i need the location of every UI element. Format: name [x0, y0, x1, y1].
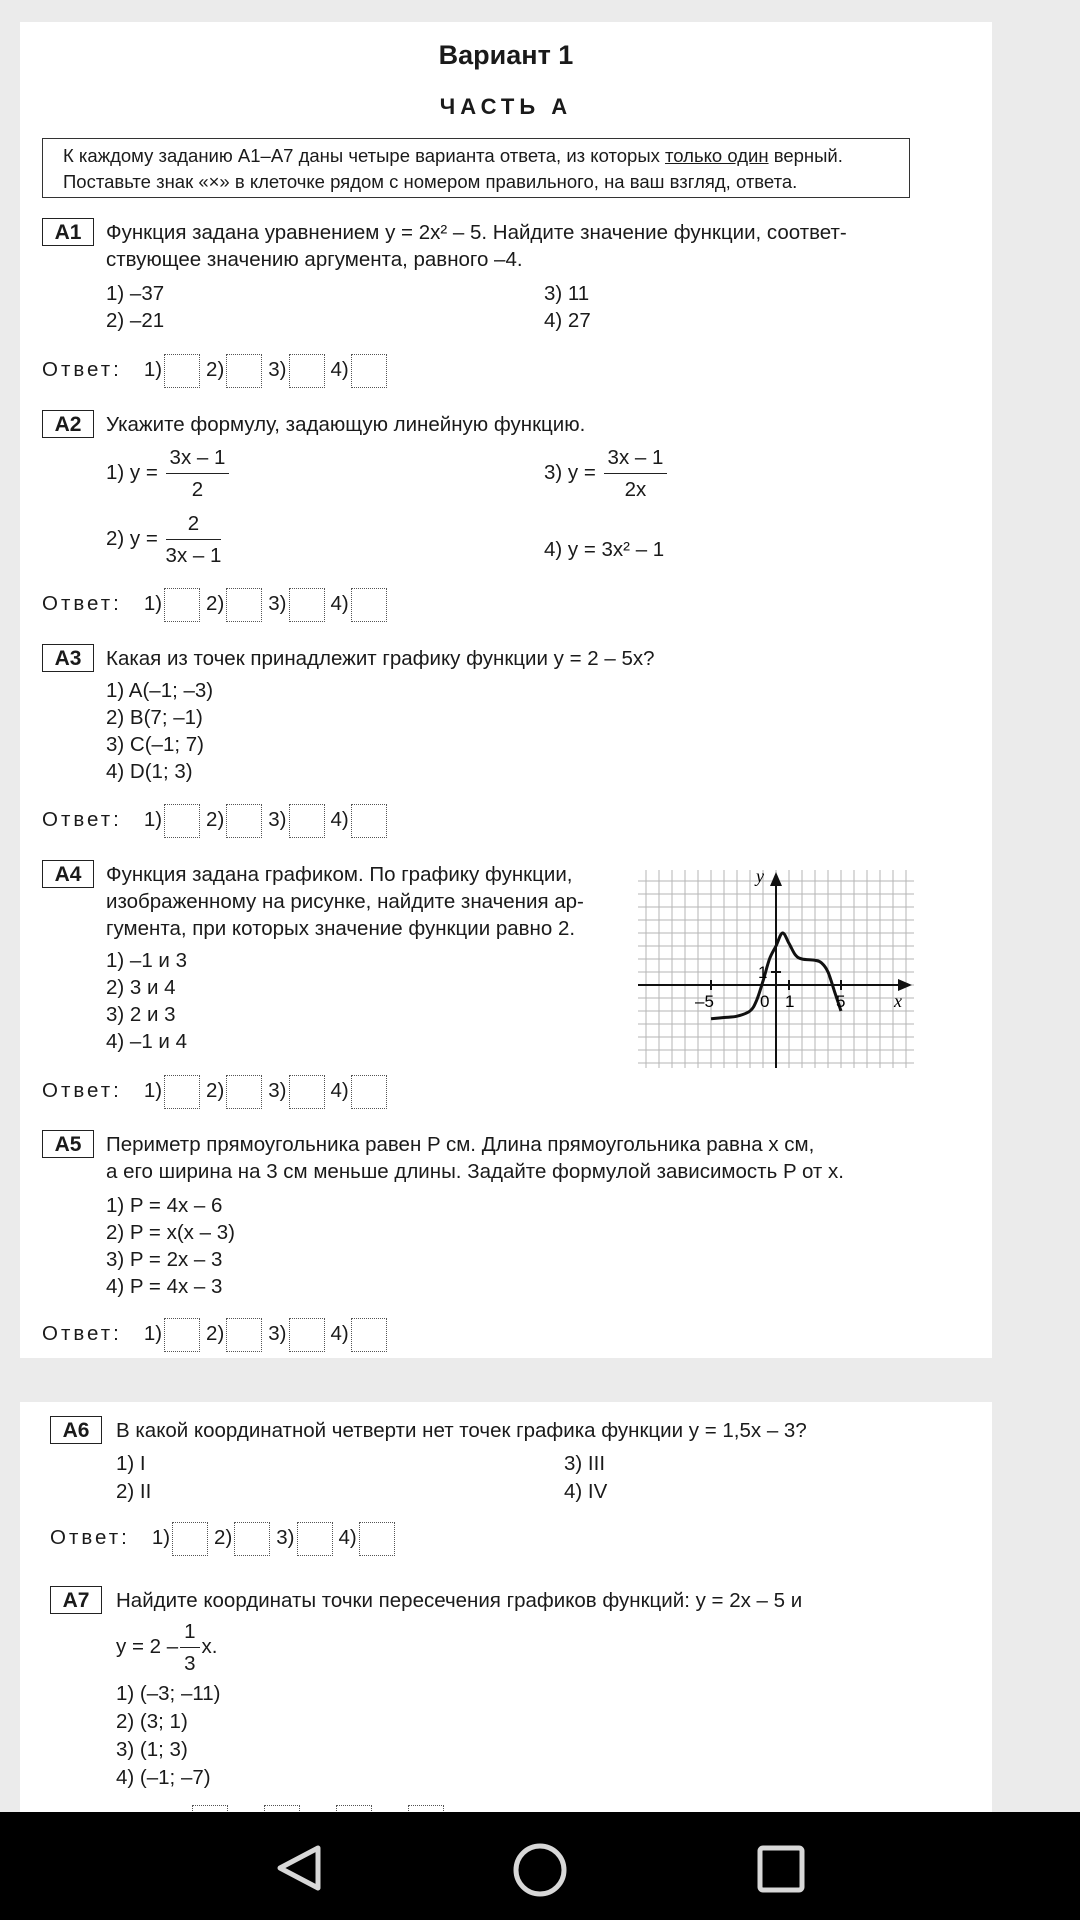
answer-box-3[interactable] [289, 1318, 325, 1352]
answer-box-4[interactable] [351, 1075, 387, 1109]
x-tick-label-neg5: –5 [695, 992, 714, 1011]
task-a1-question: Функция задана уравнением y = 2x² – 5. Найдите значение функции, соответ- ствующее значению аргумента, равного –4. [106, 221, 847, 271]
answer-box-4[interactable] [359, 1522, 395, 1556]
answer-box-2[interactable] [226, 354, 262, 388]
answer-box-4[interactable] [351, 588, 387, 622]
task-a3-option-3: 3) C(–1; 7) [106, 733, 204, 756]
task-a6-answer-row: Ответ: 1) 2) 3) 4) [50, 1522, 401, 1556]
instruction-box: К каждому заданию А1–А7 даны четыре варианта ответа, из которых только один верный. Поставьте знак «×» в клеточке рядом с номером правильного, на ваш взгляд, ответа. [42, 138, 910, 198]
task-a2-option-2: 2) y = $\frac{2}{3x - 1}$ [106, 512, 222, 567]
task-a5-tag: А5 [42, 1130, 94, 1158]
task-a4-question: Функция задана графиком. По графику функции, изображенному на рисунке, найдите значения ар- гумента, при которых значение функции равно 2. [106, 863, 584, 940]
task-a4-option-3: 3) 2 и 3 [106, 1003, 176, 1026]
answer-box-3[interactable] [336, 1805, 372, 1812]
answer-box-4[interactable] [351, 804, 387, 838]
task-a7-tag: А7 [50, 1586, 102, 1614]
x-axis-label: x [894, 991, 902, 1011]
task-a6-option-2: 2) II [116, 1480, 152, 1503]
answer-box-2[interactable] [234, 1522, 270, 1556]
task-a5-question: Периметр прямоугольника равен P см. Длина прямоугольника равна x см, а его ширина на 3 см меньше длины. Задайте формулой зависимость P от x. [106, 1133, 844, 1183]
task-a4-option-4: 4) –1 и 4 [106, 1030, 187, 1053]
worksheet-page-2 [20, 1402, 992, 1812]
task-a5-answer-row: Ответ: 1) 2) 3) 4) [42, 1318, 393, 1352]
task-a1-option-4: 4) 27 [544, 309, 591, 332]
task-a7-option-1: 1) (–3; –11) [116, 1682, 221, 1705]
part-heading: ЧАСТЬ А [439, 94, 573, 119]
back-icon[interactable] [272, 1842, 324, 1894]
task-a7-answer-boxes-partial [192, 1805, 450, 1812]
task-a5-option-4: 4) P = 4x – 3 [106, 1275, 223, 1298]
task-a2-question: Укажите формулу, задающую линейную функцию. [106, 413, 586, 436]
answer-box-3[interactable] [289, 588, 325, 622]
task-a6-option-1: 1) I [116, 1452, 146, 1475]
task-a7-option-3: 3) (1; 3) [116, 1738, 188, 1761]
answer-box-1[interactable] [164, 804, 200, 838]
task-a6-option-3: 3) III [564, 1452, 606, 1475]
recent-apps-icon[interactable] [756, 1844, 806, 1894]
task-a2-answer-row: Ответ: 1) 2) 3) 4) [42, 588, 393, 622]
answer-box-3[interactable] [289, 804, 325, 838]
answer-box-3[interactable] [289, 354, 325, 388]
task-a4-option-1: 1) –1 и 3 [106, 949, 187, 972]
task-a4-tag: А4 [42, 860, 94, 888]
task-a1-tag: А1 [42, 218, 94, 246]
function-graph [638, 870, 914, 1068]
task-a3-question: Какая из точек принадлежит графику функции y = 2 – 5x? [106, 647, 655, 670]
task-a5-option-2: 2) P = x(x – 3) [106, 1221, 235, 1244]
graph-axes [638, 872, 912, 1068]
page-title: Вариант 1 [438, 40, 574, 70]
task-a7-question: Найдите координаты точки пересечения графиков функций: y = 2x – 5 и [116, 1589, 803, 1612]
origin-label: 0 [760, 992, 770, 1011]
task-a4-answer-row: Ответ: 1) 2) 3) 4) [42, 1075, 393, 1109]
task-a6-option-4: 4) IV [564, 1480, 608, 1503]
task-a7-question-formula: y = 2 – $\frac{1}{3}$ x. [116, 1620, 218, 1675]
task-a5-option-3: 3) P = 2x – 3 [106, 1248, 223, 1271]
task-a4-option-2: 2) 3 и 4 [106, 976, 176, 999]
answer-box-2[interactable] [226, 804, 262, 838]
task-a3-tag: А3 [42, 644, 94, 672]
answer-box-1[interactable] [164, 354, 200, 388]
task-a5-option-1: 1) P = 4x – 6 [106, 1194, 223, 1217]
x-axis-arrow [898, 979, 912, 991]
answer-box-1[interactable] [164, 1075, 200, 1109]
android-navigation-bar [0, 1812, 1080, 1920]
answer-box-1[interactable] [192, 1805, 228, 1812]
task-a2-option-3: 3) y = $\frac{3x - 1}{2x}$ [544, 444, 669, 503]
task-a2-option-4: 4) y = 3x² – 1 [544, 538, 665, 561]
answer-box-4[interactable] [408, 1805, 444, 1812]
y-axis-arrow [770, 872, 782, 886]
task-a3-option-4: 4) D(1; 3) [106, 760, 193, 783]
task-a1-answer-row: Ответ: 1) 2) 3) 4) [42, 354, 393, 388]
answer-box-3[interactable] [289, 1075, 325, 1109]
x-tick-label-5: 5 [836, 992, 846, 1011]
answer-box-4[interactable] [351, 354, 387, 388]
task-a2-tag: А2 [42, 410, 94, 438]
task-a1-option-1: 1) –37 [106, 282, 165, 305]
x-tick-label-1: 1 [785, 992, 795, 1011]
answer-box-1[interactable] [172, 1522, 208, 1556]
answer-box-2[interactable] [226, 588, 262, 622]
task-a3-answer-row: Ответ: 1) 2) 3) 4) [42, 804, 393, 838]
answer-box-1[interactable] [164, 588, 200, 622]
task-a7-option-4: 4) (–1; –7) [116, 1766, 211, 1789]
task-a1-option-3: 3) 11 [544, 282, 590, 305]
answer-box-2[interactable] [226, 1075, 262, 1109]
answer-box-2[interactable] [264, 1805, 300, 1812]
answer-box-1[interactable] [164, 1318, 200, 1352]
worksheet-page-1 [20, 22, 992, 1358]
home-icon[interactable] [512, 1842, 568, 1898]
answer-box-2[interactable] [226, 1318, 262, 1352]
answer-box-3[interactable] [297, 1522, 333, 1556]
answer-box-4[interactable] [351, 1318, 387, 1352]
task-a3-option-1: 1) A(–1; –3) [106, 679, 214, 702]
task-a7-option-2: 2) (3; 1) [116, 1710, 188, 1733]
y-axis-label: y [756, 870, 764, 886]
task-a6-tag: А6 [50, 1416, 102, 1444]
y-tick-label-1: 1 [758, 963, 768, 982]
task-a1-option-2: 2) –21 [106, 309, 165, 332]
task-a6-question: В какой координатной четверти нет точек графика функции y = 1,5x – 3? [116, 1419, 807, 1442]
task-a2-option-1: 1) y = $\frac{3x - 1}{2}$ [106, 444, 231, 503]
task-a3-option-2: 2) B(7; –1) [106, 706, 203, 729]
